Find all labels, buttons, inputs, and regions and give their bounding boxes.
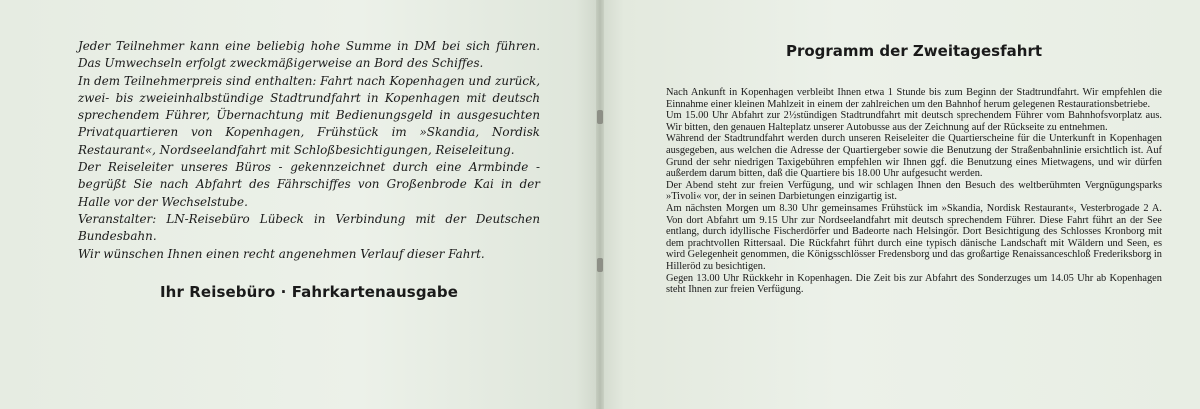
- paragraph-city-tour: Um 15.00 Uhr Abfahrt zur 2½stündigen Stadtrundfahrt mit deutsch sprechendem Führer vom Bahnhofsvorplatz aus. Wir bitten, den genauen Halteplatz unserer Autobusse aus der Zeichnung auf der Rückseite zu entnehmen.: [666, 110, 1162, 133]
- paragraph-organizer: Veranstalter: LN-Reisebüro Lübeck in Verbindung mit der Deutschen Bundesbahn.: [78, 211, 540, 244]
- binding-gutter: [596, 0, 604, 409]
- binding-staple-bottom: [597, 258, 603, 272]
- binding-staple-top: [597, 110, 603, 124]
- paragraph-return: Gegen 13.00 Uhr Rückkehr in Kopenhagen. Die Zeit bis zur Abfahrt des Sonderzuges um 14.05 Uhr ab Kopenhagen steht Ihnen zur freien Verfügung.: [666, 272, 1162, 296]
- program-title: Programm der Zweitagesfahrt: [785, 42, 1043, 60]
- closing-signature: Ihr Reisebüro · Fahrkartenausgabe: [160, 282, 458, 301]
- paragraph-currency: Jeder Teilnehmer kann eine beliebig hohe Summe in DM bei sich führen. Das Umwechseln erfolgt zweckmäßigerweise an Bord des Schiffes.: [78, 39, 540, 71]
- paragraph-next-morning: Am nächsten Morgen um 8.30 Uhr gemeinsames Frühstück im »Skandia, Nordisk Restaurant«, Vesterbrogade 2 A. Von dort Abfahrt um 9.15 Uhr zur Nordseelandfahrt mit deutsch sprechendem Führer. Diese Fahrt führt an der See entlang, durch idyllische Fischerdörfer und Badeorte nach Helsingör. Dort Besichtigung des Schlosses Kronborg mit dem prachtvollen Rittersaal. Die Rückfahrt führt durch eine typisch dänische Landschaft mit Wäldern und Seen, es wird Gelegenheit genommen, die Königsschlösser Fredensborg und das großartige Renaissanceschloß Frederiksborg in Hilleröd zu besichtigen.: [666, 202, 1162, 272]
- paragraph-included-services: In dem Teilnehmerpreis sind enthalten: Fahrt nach Kopenhagen und zurück, zwei- bis zweieinhalbstündige Stadtrundfahrt in Kopenhagen mit deutsch sprechendem Führer, Übernachtung mit Bedienungsgeld in ausgesuchten Privatquartieren von Kopenhagen, Frühstück im »Skandia, Nordisk Restaurant«, Nordseelandfahrt mit Schloßbesichtigungen, Reiseleitung.: [78, 73, 540, 157]
- left-page-text: [78, 38, 540, 263]
- paragraph-tour-guide: Der Reiseleiter unseres Büros - gekennzeichnet durch eine Armbinde - begrüßt Sie nach Abfahrt des Fährschiffes von Großenbrode Kai in der Halle vor der Wechselstube.: [78, 160, 540, 209]
- paragraph-farewell: Wir wünschen Ihnen einen recht angenehmen Verlauf dieser Fahrt.: [78, 246, 485, 261]
- right-page-text: [666, 87, 1162, 296]
- paragraph-accommodation: Während der Stadtrundfahrt werden durch unseren Reiseleiter die Quartierscheine für die Unterkunft in Kopenhagen ausgegeben, aus welchen die Adresse der Quartiergeber sowie die Benutzung der Straßenbahnlinie ersichtlich ist. Auf Grund der sehr niedrigen Taxigebühren empfehlen wir Ihnen ggf. die Benutzung eines Mietwagens, und wir dürfen außerdem darum bitten, daß die Quartiere bis 18.00 Uhr aufgesucht werden.: [666, 133, 1162, 180]
- paragraph-evening: Der Abend steht zur freien Verfügung, und wir schlagen Ihnen den Besuch des weltberühmten Vergnügungsparks »Tivoli« vor, der in seinen Darbietungen einzigartig ist.: [666, 179, 1162, 203]
- right-page: [600, 0, 1200, 409]
- paragraph-arrival: Nach Ankunft in Kopenhagen verbleibt Ihnen etwa 1 Stunde bis zum Beginn der Stadtrundfahrt. Wir empfehlen die Einnahme einer kleinen Mahlzeit in einem der zahlreichen um den Bahnhof herum gelegenen Restaurationsbetriebe.: [666, 87, 1162, 110]
